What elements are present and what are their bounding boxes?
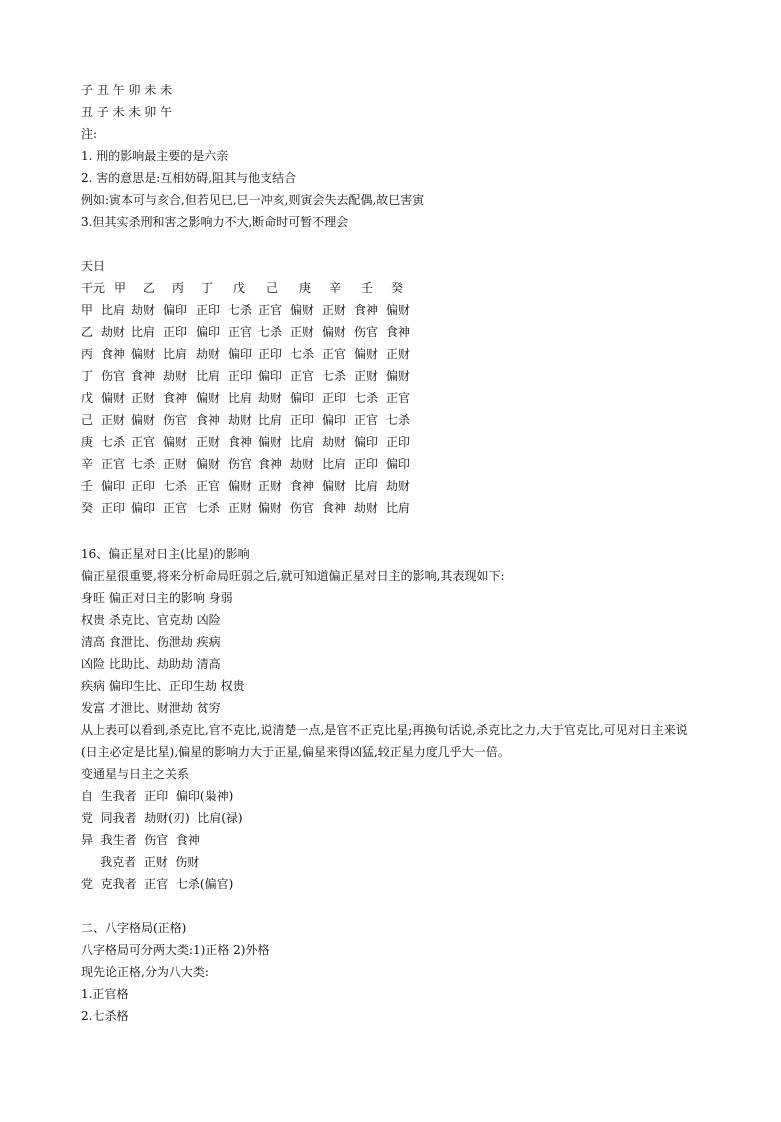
note-2: 2. 害的意思是:互相妨碍,阻其与他支结合 xyxy=(81,171,297,185)
table-row-stem: 甲 xyxy=(81,303,94,317)
table-cell: 正印 xyxy=(322,391,347,405)
table-cell: 正财 xyxy=(131,391,156,405)
table-cell: 正官 xyxy=(131,435,156,449)
table-cell: 比肩 xyxy=(386,501,411,515)
table-cell: 偏财 xyxy=(386,369,411,383)
table-cell: 七杀 xyxy=(386,413,411,427)
table-cell: 七杀 xyxy=(228,303,253,317)
relation-line: 我克者 正财 伤财 xyxy=(81,855,200,869)
table-cell: 食神 xyxy=(228,435,253,449)
section16-intro: 偏正星很重要,将来分析命局旺弱之后,就可知道偏正星对日主的影响,其表现如下: xyxy=(81,569,505,583)
table-cell: 正印 xyxy=(290,413,315,427)
table-cell: 偏印 xyxy=(354,435,379,449)
table-cell: 伤官 xyxy=(228,457,253,471)
table-cell: 偏财 xyxy=(131,413,156,427)
table-cell: 正财 xyxy=(354,369,379,383)
table-cell: 比肩 xyxy=(290,435,315,449)
zodiac-row-2: 丑 子 未 未 卯 午 xyxy=(81,105,173,119)
table-cell: 正印 xyxy=(163,325,188,339)
effect-line: 权贵 杀克比、官克劫 凶险 xyxy=(81,613,221,627)
table-row-stem: 壬 xyxy=(81,479,94,493)
table-cell: 偏财 xyxy=(290,303,315,317)
section2-line1: 八字格局可分两大类:1)正格 2)外格 xyxy=(81,943,270,957)
table-cell: 正印 xyxy=(354,457,379,471)
note-3: 3.但其实杀刑和害之影响力不大,断命时可暂不理会 xyxy=(81,215,349,229)
table-cell: 偏财 xyxy=(258,435,283,449)
table-cell: 劫财 xyxy=(196,347,221,361)
table-cell: 七杀 xyxy=(290,347,315,361)
section2-item: 2.七杀格 xyxy=(81,1009,129,1023)
table-cell: 七杀 xyxy=(131,457,156,471)
table-cell: 正官 xyxy=(228,325,253,339)
table-cell: 正官 xyxy=(386,391,411,405)
section16-heading: 16、偏正星对日主(比星)的影响 xyxy=(81,547,250,561)
table-cell: 食神 xyxy=(131,369,156,383)
table-cell: 七杀 xyxy=(354,391,379,405)
table-cell: 食神 xyxy=(290,479,315,493)
table-cell: 偏财 xyxy=(322,479,347,493)
table-header-cell: 丙 xyxy=(172,281,185,295)
table-cell: 劫财 xyxy=(322,435,347,449)
table-cell: 食神 xyxy=(322,501,347,515)
table-cell: 七杀 xyxy=(322,369,347,383)
table-cell: 正官 xyxy=(290,369,315,383)
table-cell: 食神 xyxy=(386,325,411,339)
table-cell: 比肩 xyxy=(228,391,253,405)
table-cell: 正官 xyxy=(354,413,379,427)
table-cell: 劫财 xyxy=(354,501,379,515)
table-header-cell: 庚 xyxy=(299,281,312,295)
effect-line: 发富 才泄比、财泄劫 贫穷 xyxy=(81,701,221,715)
table-cell: 比肩 xyxy=(258,413,283,427)
table-cell: 正财 xyxy=(258,479,283,493)
table-cell: 正官 xyxy=(196,479,221,493)
table-header-cell: 乙 xyxy=(143,281,156,295)
table-row-stem: 庚 xyxy=(81,435,94,449)
section2-line2: 现先论正格,分为八大类: xyxy=(81,965,209,979)
effect-line: 凶险 比助比、劫助劫 清高 xyxy=(81,657,221,671)
table-cell: 伤官 xyxy=(290,501,315,515)
table-cell: 偏印 xyxy=(386,457,411,471)
table-title: 天日 xyxy=(81,259,106,273)
note-1: 1. 刑的影响最主要的是六亲 xyxy=(81,149,229,163)
table-cell: 比肩 xyxy=(163,347,188,361)
table-cell: 伤官 xyxy=(354,325,379,339)
table-cell: 劫财 xyxy=(163,369,188,383)
table-cell: 偏财 xyxy=(258,501,283,515)
table-cell: 偏印 xyxy=(196,325,221,339)
effect-line: 身旺 偏正对日主的影响 身弱 xyxy=(81,591,233,605)
table-row-stem: 乙 xyxy=(81,325,94,339)
table-cell: 偏财 xyxy=(228,479,253,493)
table-cell: 七杀 xyxy=(101,435,126,449)
table-cell: 正印 xyxy=(258,347,283,361)
table-cell: 劫财 xyxy=(131,303,156,317)
table-header-cell: 甲 xyxy=(114,281,127,295)
table-cell: 比肩 xyxy=(101,303,126,317)
section16-conclusion: 从上表可以看到,杀克比,官不克比,说清楚一点,是官不正克比星;再换句话说,杀克比之力,大于官克比,可见对日主来说(日主必定是比星),偏星的影响力大于正星,偏星来得凶猛,较正星力度几乎大一倍。 xyxy=(81,723,688,759)
section2-heading: 二、八字格局(正格) xyxy=(81,921,187,935)
table-cell: 正财 xyxy=(228,501,253,515)
table-header-cell: 癸 xyxy=(391,281,404,295)
table-cell: 偏印 xyxy=(228,347,253,361)
table-cell: 偏财 xyxy=(196,457,221,471)
zodiac-row-1: 子 丑 午 卯 未 未 xyxy=(81,83,173,97)
table-cell: 劫财 xyxy=(258,391,283,405)
table-header-cell: 己 xyxy=(266,281,279,295)
table-cell: 伤官 xyxy=(101,369,126,383)
table-cell: 正官 xyxy=(163,501,188,515)
table-cell: 正财 xyxy=(386,347,411,361)
table-cell: 七杀 xyxy=(196,501,221,515)
table-cell: 偏印 xyxy=(163,303,188,317)
notes-heading: 注: xyxy=(81,127,98,141)
table-corner-label: 干元 xyxy=(81,281,106,295)
table-cell: 食神 xyxy=(354,303,379,317)
table-cell: 七杀 xyxy=(258,325,283,339)
table-cell: 正财 xyxy=(163,457,188,471)
relation-line: 党 克我者 正官 七杀(偏官) xyxy=(81,877,234,891)
table-cell: 劫财 xyxy=(101,325,126,339)
relation-line: 党 同我者 劫财(刃) 比肩(禄) xyxy=(81,811,243,825)
table-row-stem: 己 xyxy=(81,413,94,427)
relations-heading: 变通星与日主之关系 xyxy=(81,767,190,781)
table-cell: 偏印 xyxy=(258,369,283,383)
table-cell: 偏财 xyxy=(101,391,126,405)
table-header-cell: 壬 xyxy=(361,281,374,295)
note-example: 例如:寅本可与亥合,但若见巳,巳一冲亥,则寅会失去配偶,故巳害寅 xyxy=(81,193,425,207)
table-cell: 食神 xyxy=(196,413,221,427)
table-cell: 偏财 xyxy=(386,303,411,317)
table-cell: 正官 xyxy=(101,457,126,471)
table-cell: 偏财 xyxy=(131,347,156,361)
table-cell: 偏财 xyxy=(354,347,379,361)
effect-line: 疾病 偏印生比、正印生劫 权贵 xyxy=(81,679,245,693)
table-row-stem: 癸 xyxy=(81,501,94,515)
table-cell: 比肩 xyxy=(131,325,156,339)
table-cell: 食神 xyxy=(258,457,283,471)
table-cell: 偏财 xyxy=(322,325,347,339)
table-cell: 劫财 xyxy=(228,413,253,427)
table-cell: 正财 xyxy=(322,303,347,317)
table-row-stem: 辛 xyxy=(81,457,94,471)
table-header-cell: 辛 xyxy=(329,281,342,295)
table-header-cell: 戊 xyxy=(233,281,246,295)
table-cell: 正财 xyxy=(101,413,126,427)
table-cell: 正印 xyxy=(196,303,221,317)
table-cell: 偏印 xyxy=(101,479,126,493)
table-cell: 正官 xyxy=(322,347,347,361)
table-cell: 劫财 xyxy=(386,479,411,493)
table-cell: 比肩 xyxy=(354,479,379,493)
table-cell: 正印 xyxy=(131,479,156,493)
table-row-stem: 戊 xyxy=(81,391,94,405)
table-cell: 偏印 xyxy=(131,501,156,515)
table-cell: 偏印 xyxy=(290,391,315,405)
table-cell: 正官 xyxy=(258,303,283,317)
table-cell: 伤官 xyxy=(163,413,188,427)
table-row-stem: 丙 xyxy=(81,347,94,361)
table-cell: 比肩 xyxy=(322,457,347,471)
table-cell: 偏印 xyxy=(322,413,347,427)
relation-line: 异 我生者 伤官 食神 xyxy=(81,833,200,847)
table-cell: 偏财 xyxy=(196,391,221,405)
table-cell: 正财 xyxy=(290,325,315,339)
table-cell: 正印 xyxy=(101,501,126,515)
table-cell: 正财 xyxy=(196,435,221,449)
table-cell: 比肩 xyxy=(196,369,221,383)
table-cell: 劫财 xyxy=(290,457,315,471)
table-cell: 七杀 xyxy=(163,479,188,493)
table-cell: 正印 xyxy=(228,369,253,383)
table-cell: 正印 xyxy=(386,435,411,449)
section2-item: 1.正官格 xyxy=(81,987,129,1001)
table-cell: 食神 xyxy=(163,391,188,405)
table-cell: 食神 xyxy=(101,347,126,361)
relation-line: 自 生我者 正印 偏印(枭神) xyxy=(81,789,234,803)
table-cell: 偏财 xyxy=(163,435,188,449)
effect-line: 清高 食泄比、伤泄劫 疾病 xyxy=(81,635,221,649)
table-header-cell: 丁 xyxy=(201,281,214,295)
table-row-stem: 丁 xyxy=(81,369,94,383)
